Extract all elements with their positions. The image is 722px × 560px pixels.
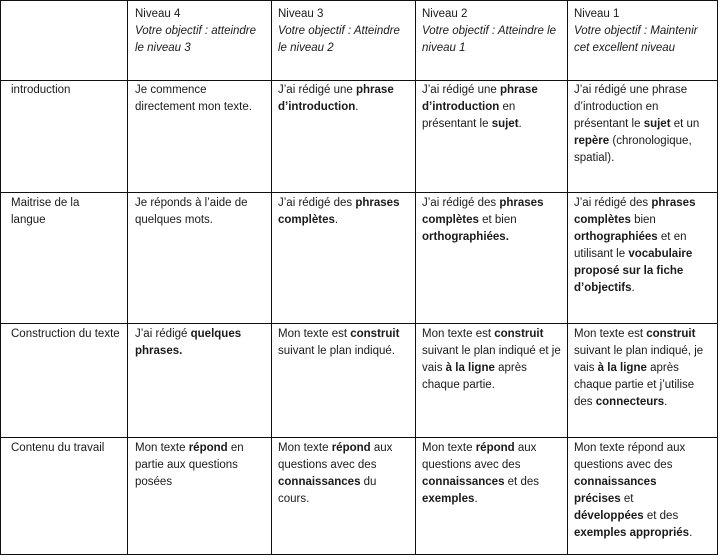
cell-introduction-niveau-4 bbox=[135, 82, 263, 116]
cell-text: suivant le plan indiqué. bbox=[278, 345, 395, 357]
level-label: Niveau 3 bbox=[278, 8, 324, 20]
emphasis-text: à la ligne bbox=[445, 362, 495, 374]
cell-text: aux questions avec des bbox=[278, 442, 393, 471]
level-label: Niveau 1 bbox=[574, 8, 620, 20]
emphasis-text: phrases complètes bbox=[278, 197, 400, 226]
cell-text: Je commence directement mon texte. bbox=[135, 84, 252, 113]
column-divider bbox=[127, 0, 128, 555]
cell-maitrise-niveau-3 bbox=[278, 195, 408, 229]
level-objective: Votre objectif : atteindre le niveau 3 bbox=[135, 25, 257, 54]
emphasis-text: vocabulaire proposé sur la fiche d’objectifs bbox=[574, 248, 693, 294]
level-label: Niveau 4 bbox=[135, 8, 181, 20]
emphasis-text: connaissances précises bbox=[574, 476, 657, 505]
cell-maitrise-niveau-1 bbox=[574, 195, 711, 297]
cell-text: J’ai rédigé une phrase d’introduction en présentant le bbox=[574, 84, 688, 130]
cell-maitrise-niveau-2 bbox=[422, 195, 557, 246]
cell-contenu-niveau-1 bbox=[574, 440, 706, 542]
cell-text: J’ai rédigé des bbox=[422, 197, 500, 209]
emphasis-text: orthographiées bbox=[574, 231, 658, 243]
column-divider bbox=[415, 0, 416, 555]
emphasis-text: phrases complètes bbox=[574, 197, 696, 226]
cell-text: du cours. bbox=[278, 476, 377, 505]
emphasis-text: sujet bbox=[491, 118, 519, 130]
cell-text: . bbox=[689, 527, 693, 539]
cell-introduction-niveau-2 bbox=[422, 82, 560, 133]
cell-text: Mon texte répond aux questions avec des bbox=[574, 442, 686, 471]
emphasis-text: quelques phrases. bbox=[135, 328, 242, 357]
cell-text: et un bbox=[670, 118, 700, 130]
emphasis-text: phrase d’introduction bbox=[422, 84, 538, 113]
row-label-contenu: Contenu du travail bbox=[11, 442, 105, 454]
cell-contenu-niveau-3 bbox=[278, 440, 406, 508]
row-divider bbox=[0, 192, 718, 193]
cell-text: Mon texte bbox=[422, 442, 476, 454]
row-label-construction: Construction du texte bbox=[11, 328, 120, 340]
cell-text: en présentant le bbox=[422, 101, 516, 130]
cell-text: et des bbox=[504, 476, 539, 488]
cell-contenu-niveau-4 bbox=[135, 440, 263, 491]
emphasis-text: phrases complètes bbox=[422, 197, 544, 226]
emphasis-text: connaissances bbox=[422, 476, 505, 488]
header-niveau-4 bbox=[135, 6, 265, 57]
cell-construction-niveau-4 bbox=[135, 326, 261, 360]
cell-text: Mon texte bbox=[278, 442, 332, 454]
header-niveau-1 bbox=[574, 6, 706, 57]
cell-text: Mon texte est bbox=[422, 328, 495, 340]
cell-text: et des bbox=[643, 510, 679, 522]
emphasis-text: construit bbox=[494, 328, 544, 340]
cell-construction-niveau-2 bbox=[422, 326, 562, 394]
emphasis-text: connaissances bbox=[278, 476, 361, 488]
column-divider bbox=[271, 0, 272, 555]
row-divider bbox=[0, 80, 718, 81]
emphasis-text: exemples bbox=[422, 493, 475, 505]
cell-text: . bbox=[518, 118, 522, 130]
cell-text: aux questions avec des bbox=[422, 442, 537, 471]
emphasis-text: repère bbox=[574, 135, 610, 147]
cell-text: et en utilisant le bbox=[574, 231, 687, 260]
emphasis-text: phrase d’introduction bbox=[278, 84, 394, 113]
emphasis-text: sujet bbox=[643, 118, 671, 130]
emphasis-text: à la ligne bbox=[597, 362, 647, 374]
row-label-maitrise: Maitrise de la langue bbox=[11, 197, 80, 226]
cell-text: . bbox=[355, 101, 359, 113]
emphasis-text: construit bbox=[646, 328, 696, 340]
cell-text: . bbox=[334, 214, 339, 226]
cell-text: et bbox=[620, 493, 634, 505]
emphasis-text: orthographiées. bbox=[422, 231, 509, 243]
cell-text: J’ai rédigé une bbox=[422, 84, 500, 96]
table-border bbox=[0, 0, 1, 555]
level-objective: Votre objectif : Atteindre le niveau 2 bbox=[278, 25, 400, 54]
table-border bbox=[0, 554, 718, 555]
cell-text: Mon texte bbox=[135, 442, 189, 454]
header-niveau-2 bbox=[422, 6, 562, 57]
cell-text: suivant le plan indiqué et je vais bbox=[422, 345, 561, 374]
cell-introduction-niveau-1 bbox=[574, 82, 710, 167]
cell-text: . bbox=[664, 396, 668, 408]
cell-construction-niveau-1 bbox=[574, 326, 712, 411]
cell-contenu-niveau-2 bbox=[422, 440, 550, 508]
cell-text: Mon texte est bbox=[278, 328, 351, 340]
table-border bbox=[717, 0, 718, 555]
cell-text: Je réponds à l’aide de quelques mots. bbox=[135, 197, 248, 226]
row-label-introduction: introduction bbox=[11, 84, 71, 96]
cell-text: (chronologique, spatial). bbox=[574, 135, 692, 164]
cell-text: en partie aux questions posées bbox=[135, 442, 244, 488]
cell-text: suivant le plan indiqué, je vais bbox=[574, 345, 704, 374]
level-label: Niveau 2 bbox=[422, 8, 468, 20]
level-objective: Votre objectif : Maintenir cet excellent niveau bbox=[574, 25, 698, 54]
cell-introduction-niveau-3 bbox=[278, 82, 406, 116]
cell-maitrise-niveau-4 bbox=[135, 195, 261, 229]
emphasis-text: répond bbox=[188, 442, 228, 454]
header-niveau-3 bbox=[278, 6, 410, 57]
cell-text: Mon texte est bbox=[574, 328, 647, 340]
emphasis-text: répond bbox=[331, 442, 371, 454]
emphasis-text: construit bbox=[350, 328, 400, 340]
cell-text: J’ai rédigé une bbox=[278, 84, 356, 96]
emphasis-text: développées bbox=[574, 510, 644, 522]
emphasis-text: répond bbox=[475, 442, 515, 454]
cell-text: . bbox=[474, 493, 478, 505]
cell-text: après chaque partie et j’utilise des bbox=[574, 362, 695, 408]
table-border bbox=[0, 0, 718, 1]
cell-text: et bien bbox=[478, 214, 517, 226]
cell-text: J’ai rédigé bbox=[135, 328, 191, 340]
cell-text: J’ai rédigé des bbox=[278, 197, 356, 209]
cell-text: après chaque partie. bbox=[422, 362, 527, 391]
cell-text: . bbox=[631, 282, 635, 294]
cell-text: bien bbox=[630, 214, 656, 226]
cell-construction-niveau-3 bbox=[278, 326, 408, 360]
row-divider bbox=[0, 437, 718, 438]
emphasis-text: exemples appropriés bbox=[574, 527, 690, 539]
column-divider bbox=[567, 0, 568, 555]
cell-text: J’ai rédigé des bbox=[574, 197, 652, 209]
emphasis-text: connecteurs bbox=[595, 396, 665, 408]
level-objective: Votre objectif : Atteindre le niveau 1 bbox=[422, 25, 557, 54]
row-divider bbox=[0, 323, 718, 324]
